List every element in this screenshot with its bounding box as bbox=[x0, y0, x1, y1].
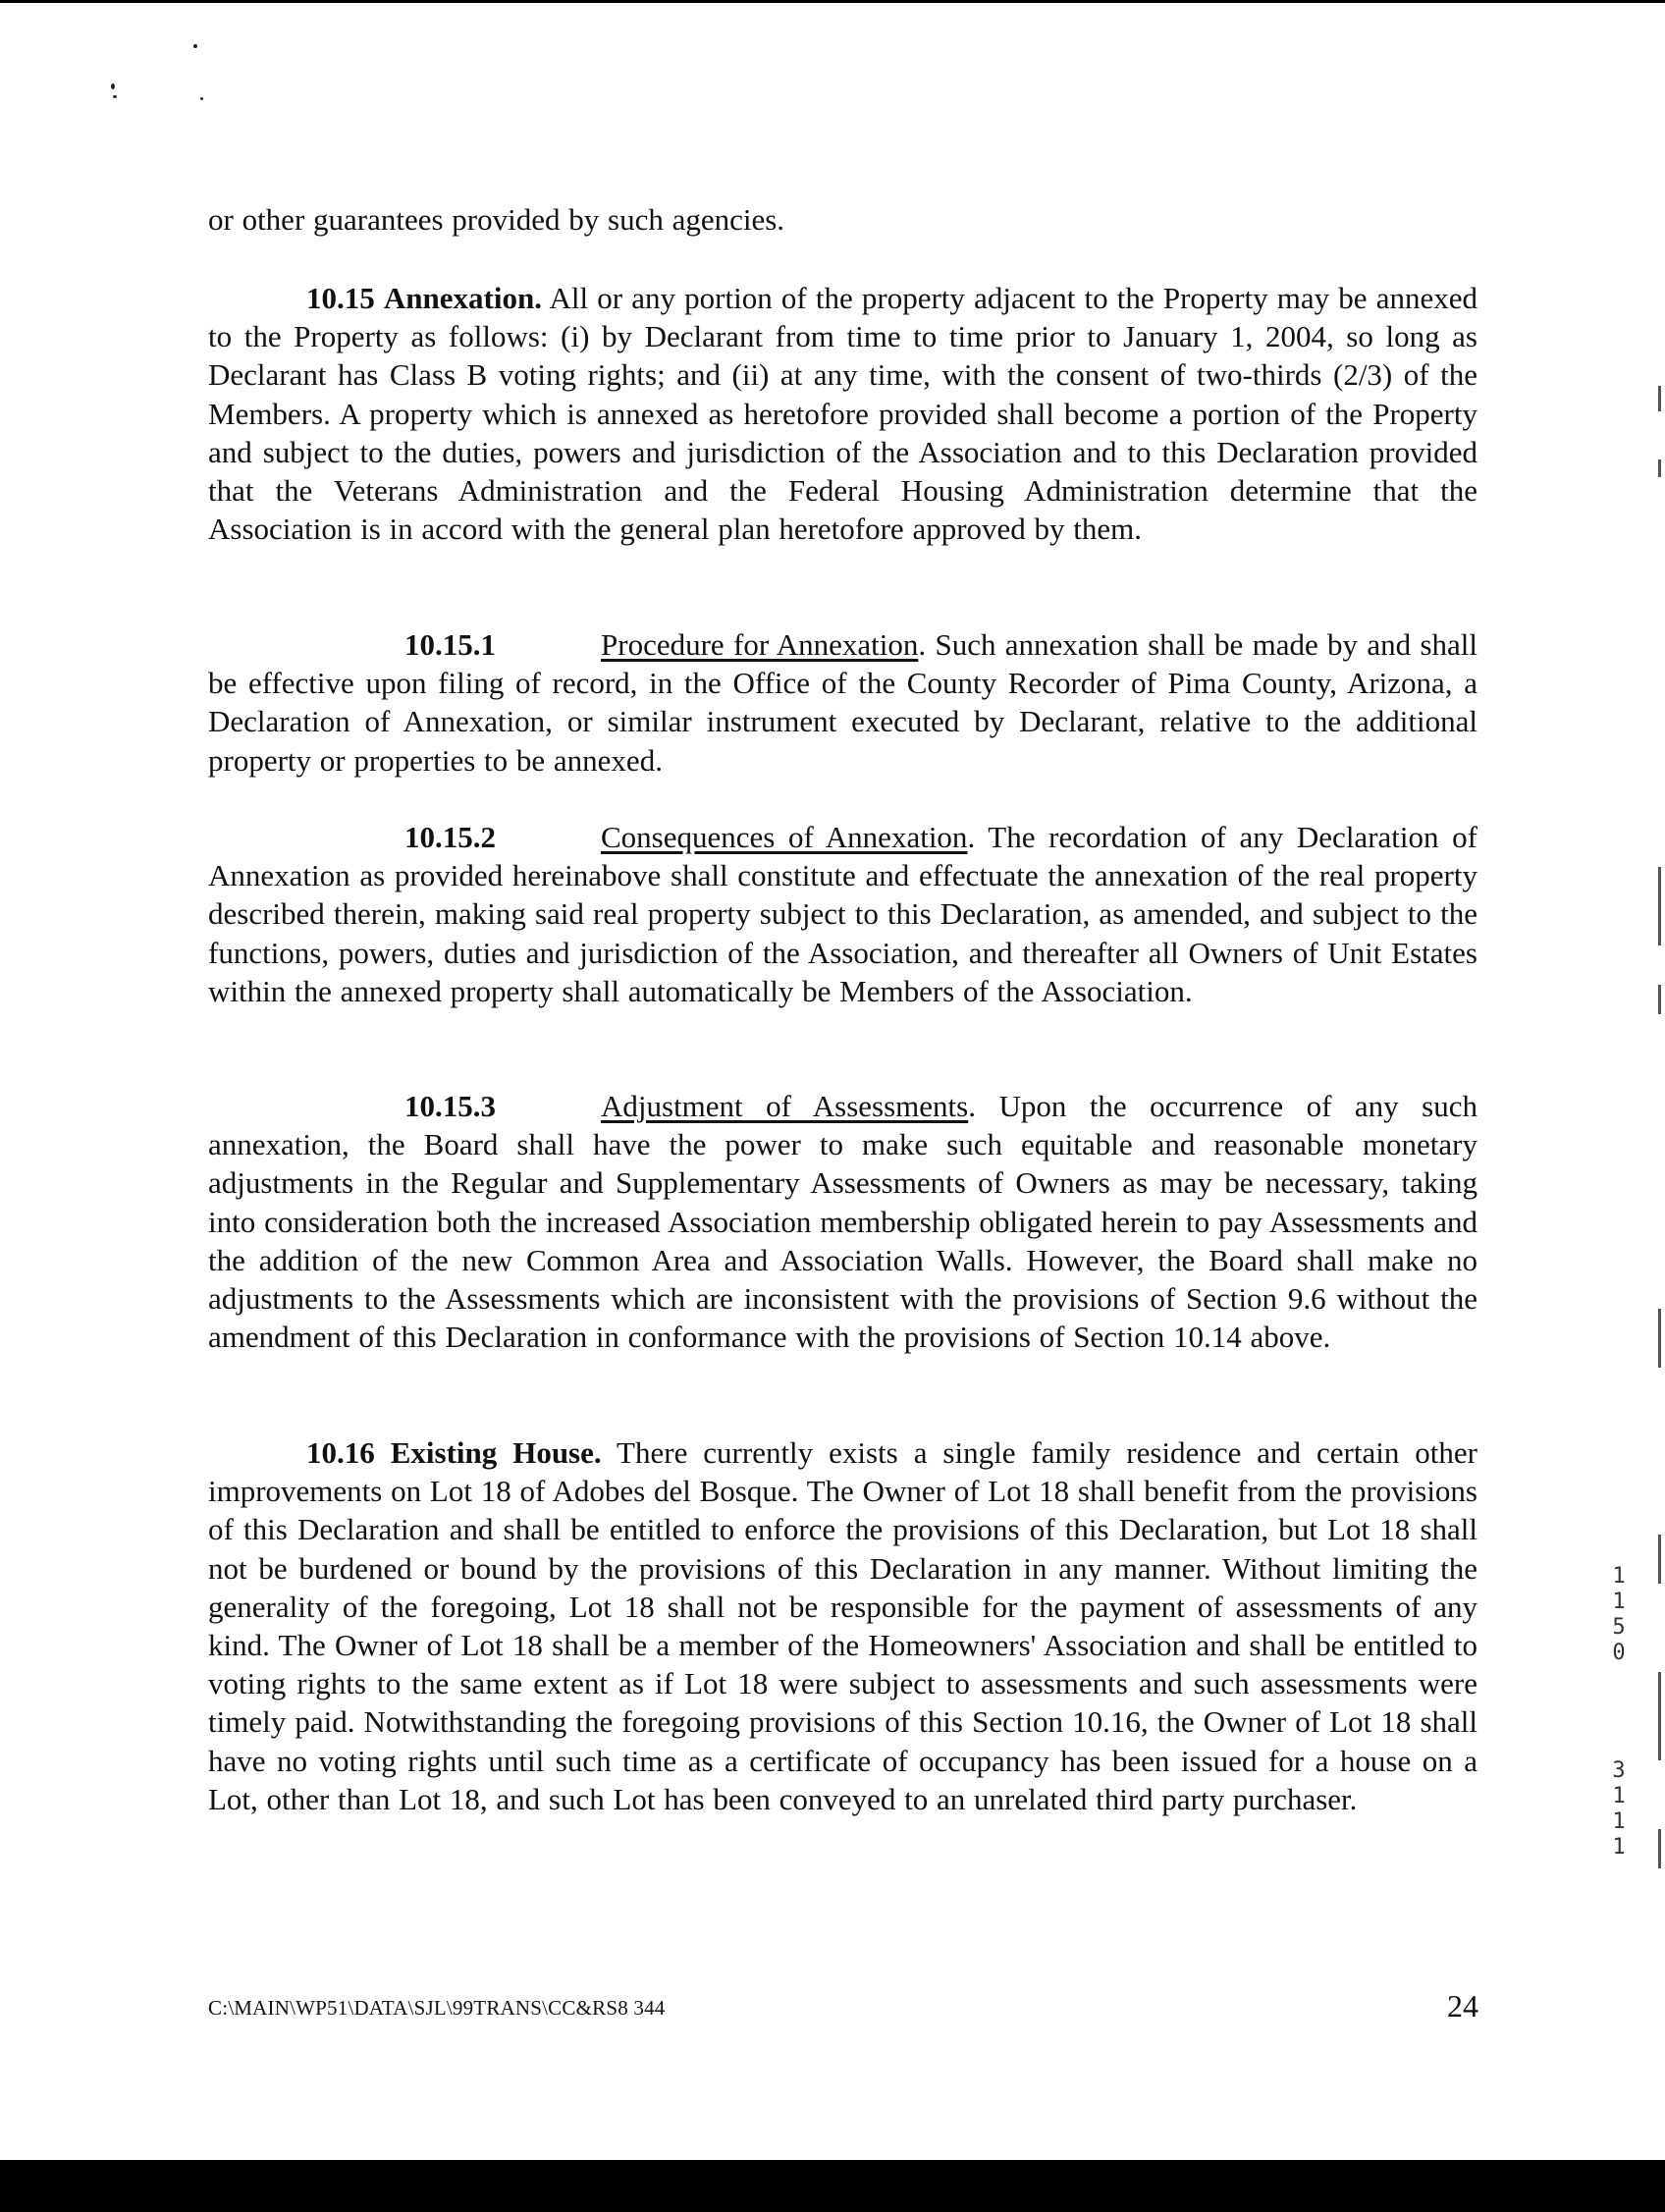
edge-mark bbox=[1658, 459, 1661, 477]
page-number: 24 bbox=[1447, 1988, 1478, 2023]
subsection-title: Adjustment of Assessments bbox=[601, 1089, 969, 1123]
edge-mark bbox=[1658, 1535, 1661, 1584]
section-body: All or any portion of the property adjacent to the Property may be annexed to the Property as follows: (i) by Declarant from time to time prior to January 1, 2004, so long as Declarant has Class B voting rights; and (ii) at any time, with the consent of two-thirds (2/3) of the Members. A property which is annexed as heretofore provided shall become a portion of the Property and subject to the duties, powers and jurisdiction of the Association and to this Declaration provided that the Veterans Administration and the Federal Housing Administration determine that the Association is in accord with the general plan heretofore approved by them. bbox=[208, 281, 1478, 547]
margin-stamp-upper bbox=[1610, 1564, 1628, 1666]
subsection-body: . The recordation of any Declaration of Annexation as provided hereinabove shall constitute and effectuate the annexation of the real property described therein, making said real property subject to this Declaration, as amended, and subject to the functions, powers, duties and jurisdiction of the Association, and thereafter all Owners of Unit Estates within the annexed property shall automatically be Members of the Association. bbox=[208, 820, 1477, 1008]
subsection-number: 10.15.1 bbox=[404, 627, 496, 662]
subsection-number: 10.15.2 bbox=[404, 820, 496, 854]
subsection-title: Consequences of Annexation bbox=[601, 820, 968, 854]
scan-speck bbox=[193, 44, 197, 48]
section-title: Annexation. bbox=[383, 281, 542, 315]
scan-speck bbox=[113, 95, 117, 98]
margin-stamp-lower bbox=[1610, 1758, 1628, 1861]
intro-line: or other guarantees provided by such agencies. bbox=[208, 202, 785, 237]
section-10-16 bbox=[208, 1433, 1477, 1818]
subsection-title: Procedure for Annexation bbox=[601, 627, 919, 662]
edge-mark bbox=[1658, 1829, 1661, 1868]
section-10-15-1 bbox=[208, 625, 1477, 780]
section-10-15 bbox=[208, 279, 1477, 548]
section-10-15-3 bbox=[208, 1087, 1477, 1356]
margin-stamp-lower-text: 3111 bbox=[1612, 1758, 1626, 1860]
edge-mark bbox=[1658, 985, 1661, 1014]
scan-speck bbox=[111, 83, 115, 89]
section-body: There currently exists a single family residence and certain other improvements on Lot 18 of Adobes del Bosque. The Owner of Lot 18 shall benefit from the provisions of this Declaration and shall be entitled to enforce the provisions of this Declaration, but Lot 18 shall not be burdened or bound by the provisions of this Declaration in any manner. Without limiting the generality of the foregoing, Lot 18 shall not be responsible for the payment of assessments of any kind. The Owner of Lot 18 shall be a member of the Homeowners' Association and shall be entitled to voting rights to the same extent as if Lot 18 were subject to assessments and such assessments were timely paid. Notwithstanding the foregoing provisions of this Section 10.16, the Owner of Lot 18 shall have no voting rights until such time as a certificate of occupancy has been issued for a house on a Lot, other than Lot 18, and such Lot has been conveyed to an unrelated third party purchaser. bbox=[208, 1435, 1477, 1816]
section-title: Existing House. bbox=[390, 1435, 602, 1470]
section-number: 10.15 bbox=[306, 281, 375, 315]
subsection-body: . Such annexation shall be made by and shall be effective upon filing of record, in the Office of the County Recorder of Pima County, Arizona, a Declaration of Annexation, or similar instrument executed by Declarant, relative to the additional property or properties to be annexed. bbox=[208, 627, 1477, 778]
subsection-body: . Upon the occurrence of any such annexation, the Board shall have the power to make such equitable and reasonable monetary adjustments in the Regular and Supplementary Assessments of Owners as may be necessary, taking into consideration both the increased Association membership obligated herein to pay Assessments and the addition of the new Common Area and Association Walls. However, the Board shall make no adjustments to the Assessments which are inconsistent with the provisions of Section 9.6 without the amendment of this Declaration in conformance with the provisions of Section 10.14 above. bbox=[208, 1089, 1477, 1355]
footer-file-path: C:\MAIN\WP51\DATA\SJL\99TRANS\CC&RS8 344 bbox=[208, 1996, 666, 2020]
margin-stamp-upper-text: 1150 bbox=[1612, 1564, 1626, 1665]
edge-mark bbox=[1658, 867, 1661, 945]
section-10-15-2 bbox=[208, 818, 1477, 1010]
edge-mark bbox=[1658, 386, 1661, 411]
subsection-number: 10.15.3 bbox=[404, 1089, 496, 1123]
edge-mark bbox=[1658, 1672, 1661, 1760]
section-number: 10.16 bbox=[306, 1435, 375, 1470]
scan-speck bbox=[200, 97, 203, 100]
edge-mark bbox=[1658, 1309, 1661, 1368]
